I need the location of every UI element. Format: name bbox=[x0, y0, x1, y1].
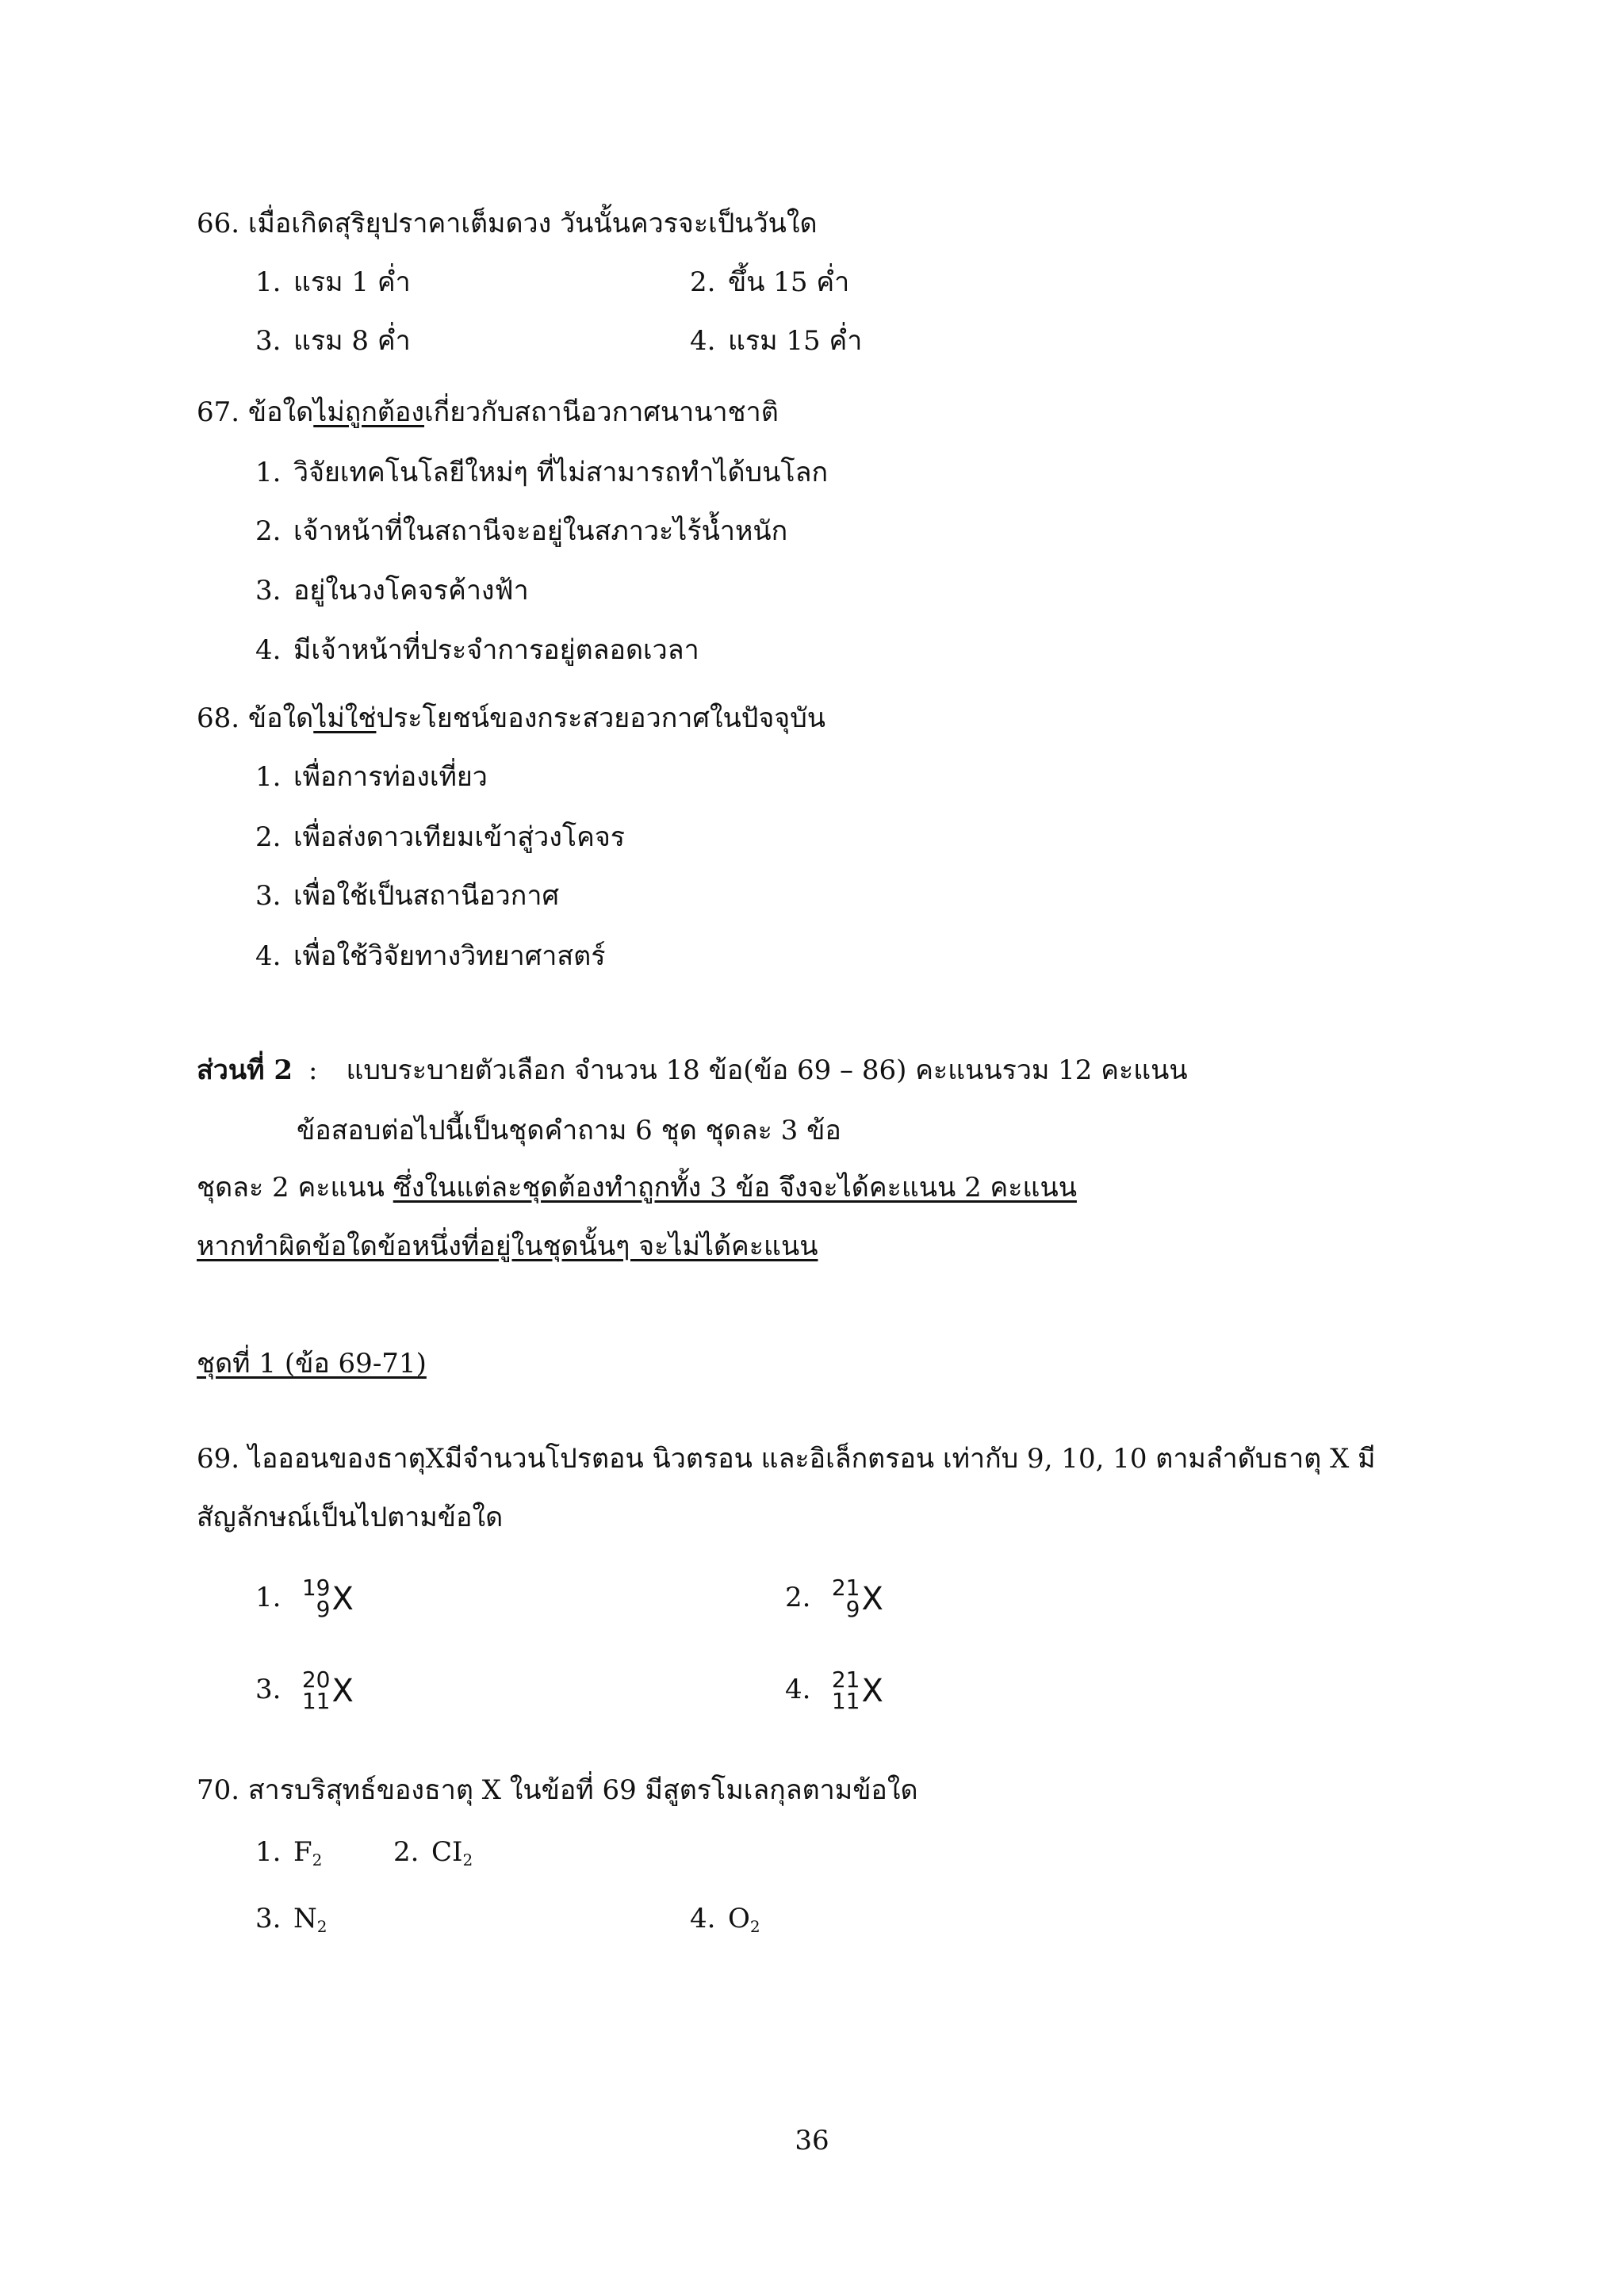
q68-option-1[interactable] bbox=[255, 761, 488, 794]
mass-number: 21 bbox=[831, 1575, 860, 1601]
isotope-notation bbox=[831, 1575, 883, 1622]
option-number: 1. bbox=[255, 761, 282, 793]
atomic-number: 9 bbox=[845, 1595, 860, 1622]
option-text: ขึ้น 15 ค่ำ bbox=[728, 266, 850, 298]
option-number: 2. bbox=[255, 821, 282, 853]
q67-option-3[interactable] bbox=[255, 575, 529, 607]
option-number: 1. bbox=[255, 1581, 282, 1613]
option-text: อยู่ในวงโคจรค้างฟ้า bbox=[293, 575, 529, 607]
question-70: 70. สารบริสุทธ์ของธาตุ X ในข้อที่ 69 มีสูตรโมเลกุลตามข้อใด bbox=[197, 1774, 918, 1806]
option-number: 4. bbox=[690, 1903, 716, 1934]
q69-option-2[interactable] bbox=[785, 1575, 883, 1622]
mass-number: 21 bbox=[831, 1667, 860, 1693]
q70-option-3[interactable] bbox=[255, 1903, 327, 1936]
mass-number: 19 bbox=[301, 1575, 331, 1601]
option-number: 2. bbox=[690, 266, 716, 298]
element-symbol: X bbox=[331, 1580, 354, 1617]
section-2-sets-info: ข้อสอบต่อไปนี้เป็นชุดคำถาม 6 ชุด ชุดละ 3 ข้อ bbox=[297, 1115, 841, 1146]
option-number: 1. bbox=[255, 266, 282, 298]
q70-option-2[interactable] bbox=[393, 1836, 473, 1869]
question-prefix: 67. ข้อใด bbox=[197, 396, 314, 428]
q67-option-4[interactable] bbox=[255, 634, 699, 667]
formula-subscript: 2 bbox=[316, 1917, 327, 1936]
nuclide-numbers bbox=[831, 1667, 860, 1714]
option-text: แรม 15 ค่ำ bbox=[728, 325, 863, 357]
option-text: วิจัยเทคโนโลยีใหม่ๆ ที่ไม่สามารถทำได้บนโลก bbox=[293, 457, 829, 488]
option-text: แรม 1 ค่ำ bbox=[293, 266, 411, 298]
q69-option-3[interactable] bbox=[255, 1667, 354, 1714]
question-emphasis: ไม่ใช่ bbox=[313, 702, 377, 734]
q68-option-4[interactable] bbox=[255, 940, 605, 973]
q68-option-2[interactable] bbox=[255, 821, 625, 854]
option-number: 2. bbox=[785, 1581, 811, 1613]
question-suffix: ประโยชน์ของกระสวยอวกาศในปัจจุบัน bbox=[376, 702, 826, 734]
option-number: 3. bbox=[255, 880, 282, 912]
section-2-scoring-rule bbox=[197, 1172, 1077, 1204]
q66-option-2[interactable] bbox=[690, 266, 849, 299]
scoring-emphasis: ซึ่งในแต่ละชุดต้องทำถูกทั้ง 3 ข้อ จึงจะได้คะแนน 2 คะแนน bbox=[393, 1172, 1077, 1203]
formula-base: CI bbox=[431, 1836, 463, 1868]
option-number: 1. bbox=[255, 1836, 282, 1868]
isotope-notation bbox=[301, 1667, 354, 1714]
q69-option-4[interactable] bbox=[785, 1667, 883, 1714]
scoring-plain: ชุดละ 2 คะแนน bbox=[197, 1172, 393, 1203]
page-number: 36 bbox=[795, 2125, 829, 2156]
nuclide-numbers bbox=[301, 1575, 331, 1622]
set-1-title: ชุดที่ 1 (ข้อ 69-71) bbox=[197, 1348, 427, 1380]
option-text: เจ้าหน้าที่ในสถานีจะอยู่ในสภาวะไร้น้ำหนัก bbox=[293, 515, 788, 547]
element-symbol: X bbox=[861, 1672, 883, 1709]
option-number: 4. bbox=[255, 940, 282, 972]
question-suffix: เกี่ยวกับสถานีอวกาศนานาชาติ bbox=[424, 396, 779, 428]
mass-number: 20 bbox=[301, 1667, 331, 1693]
question-prefix: 68. ข้อใด bbox=[197, 702, 314, 734]
question-69-line-2: สัญลักษณ์เป็นไปตามข้อใด bbox=[197, 1502, 504, 1533]
atomic-number: 11 bbox=[301, 1687, 331, 1714]
section-description: แบบระบายตัวเลือก จำนวน 18 ข้อ(ข้อ 69 – 86) คะแนนรวม 12 คะแนน bbox=[346, 1054, 1188, 1086]
section-2-penalty-rule: หากทำผิดข้อใดข้อหนึ่งที่อยู่ในชุดนั้นๆ จะไม่ได้คะแนน bbox=[197, 1230, 818, 1262]
option-text: เพื่อส่งดาวเทียมเข้าสู่วงโคจร bbox=[293, 821, 626, 853]
isotope-notation bbox=[831, 1667, 883, 1714]
question-68 bbox=[197, 702, 825, 735]
option-text: เพื่อใช้เป็นสถานีอวกาศ bbox=[293, 880, 560, 912]
option-number: 4. bbox=[785, 1673, 811, 1705]
q69-option-1[interactable] bbox=[255, 1575, 354, 1622]
formula-base: O bbox=[728, 1903, 750, 1934]
option-number: 3. bbox=[255, 1673, 282, 1705]
atomic-number: 9 bbox=[316, 1595, 331, 1622]
option-number: 2. bbox=[255, 515, 282, 547]
option-text: เพื่อใช้วิจัยทางวิทยาศาสตร์ bbox=[293, 940, 606, 972]
formula-base: F bbox=[293, 1836, 312, 1868]
formula-base: N bbox=[293, 1903, 317, 1934]
q66-option-4[interactable] bbox=[690, 325, 862, 358]
question-emphasis: ไม่ถูกต้อง bbox=[313, 396, 425, 428]
section-heading: ส่วนที่ 2 bbox=[197, 1054, 293, 1086]
element-symbol: X bbox=[861, 1580, 883, 1617]
question-69-line-1: 69. ไอออนของธาตุXมีจำนวนโปรตอน นิวตรอน และอิเล็กตรอน เท่ากับ 9, 10, 10 ตามลำดับธาตุ X มี bbox=[197, 1443, 1376, 1475]
nuclide-numbers bbox=[831, 1575, 860, 1622]
nuclide-numbers bbox=[301, 1667, 331, 1714]
option-number: 2. bbox=[393, 1836, 419, 1868]
section-2-header bbox=[197, 1054, 1188, 1087]
element-symbol: X bbox=[331, 1672, 354, 1709]
option-number: 3. bbox=[255, 575, 282, 607]
option-text: เพื่อการท่องเที่ยว bbox=[293, 761, 488, 793]
formula-subscript: 2 bbox=[312, 1850, 323, 1869]
formula-subscript: 2 bbox=[462, 1850, 473, 1869]
option-text: แรม 8 ค่ำ bbox=[293, 325, 411, 357]
option-number: 1. bbox=[255, 457, 282, 488]
q68-option-3[interactable] bbox=[255, 880, 559, 913]
q70-option-4[interactable] bbox=[690, 1903, 760, 1936]
section-colon: : bbox=[308, 1054, 318, 1086]
atomic-number: 11 bbox=[831, 1687, 860, 1714]
formula-subscript: 2 bbox=[749, 1917, 760, 1936]
q66-option-1[interactable] bbox=[255, 266, 411, 299]
option-text: มีเจ้าหน้าที่ประจำการอยู่ตลอดเวลา bbox=[293, 634, 699, 666]
option-number: 3. bbox=[255, 1903, 282, 1934]
q66-option-3[interactable] bbox=[255, 325, 411, 358]
option-number: 4. bbox=[690, 325, 716, 357]
isotope-notation bbox=[301, 1575, 354, 1622]
q70-option-1[interactable] bbox=[255, 1836, 322, 1869]
q67-option-1[interactable] bbox=[255, 457, 828, 489]
option-number: 3. bbox=[255, 325, 282, 357]
question-66: 66. เมื่อเกิดสุริยุปราคาเต็มดวง วันนั้นควรจะเป็นวันใด bbox=[197, 208, 818, 239]
q67-option-2[interactable] bbox=[255, 515, 787, 548]
option-number: 4. bbox=[255, 634, 282, 666]
question-67 bbox=[197, 396, 779, 429]
